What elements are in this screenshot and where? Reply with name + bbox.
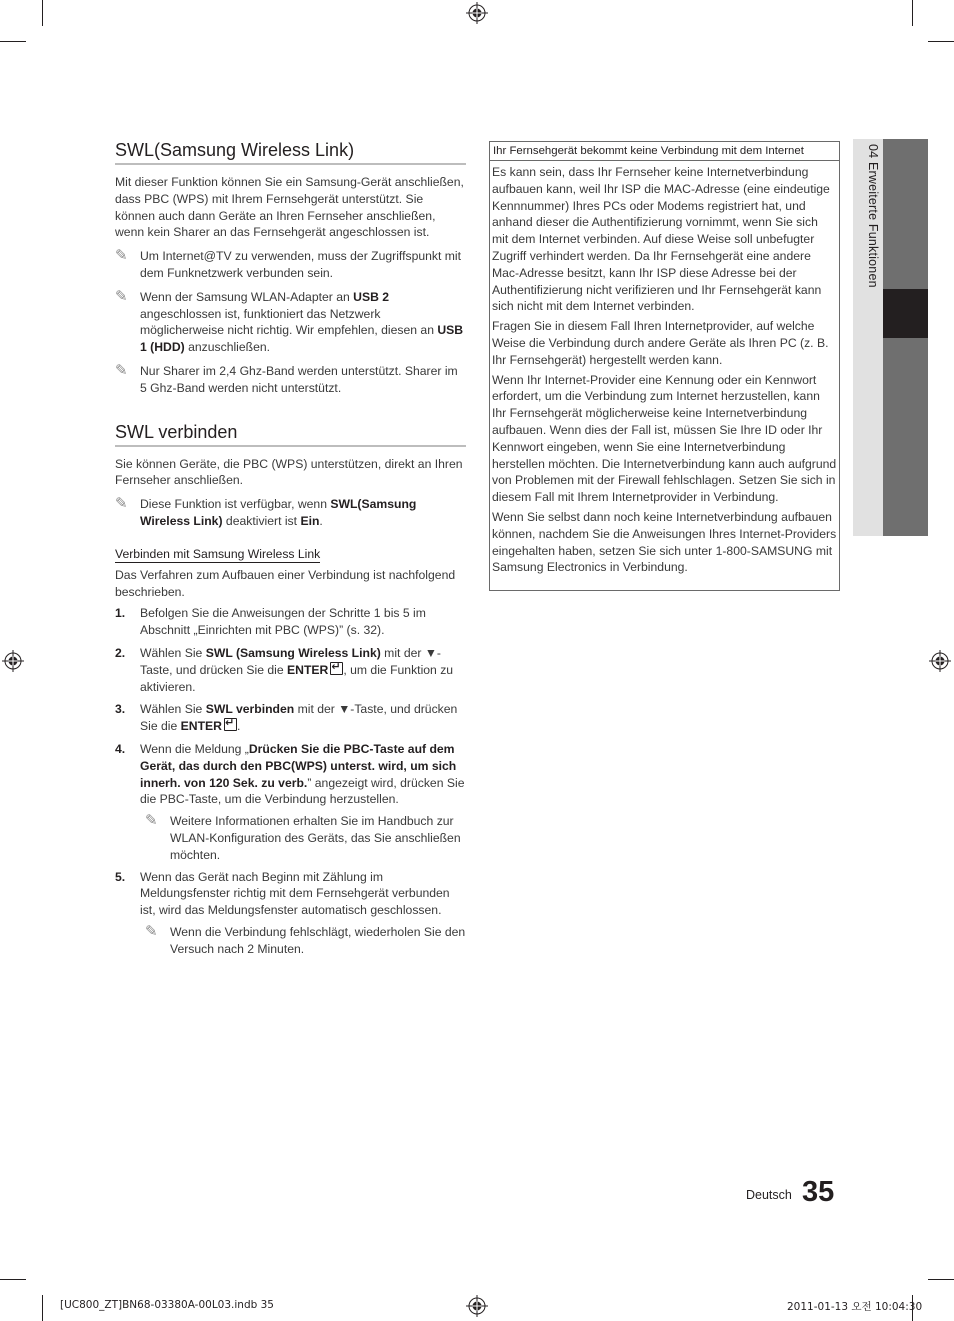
box-body xyxy=(490,161,839,576)
box-heading: Ihr Fernsehgerät bekommt keine Verbindung mit dem Internet xyxy=(490,142,839,161)
left-column xyxy=(115,139,466,957)
step-number: 2. xyxy=(115,645,126,660)
box-paragraph: Fragen Sie in diesem Fall Ihren Internetprovider, auf welche Weise die Verbindung durch andere Geräte als Ihren PC (z. B. Ihr Fernsehgerät) hergestellt werden kann. xyxy=(492,319,829,367)
step-item: 4. Wenn die Meldung „Drücken Sie die PBC-Taste auf dem Gerät, das durch den PBC(WPS) unterst. wird, um sich innerh. von 120 Sek. zu verb.” angezeigt wird, drücken Sie die PBC-Taste, um die Verbindung herzustellen. xyxy=(115,741,465,807)
step-number: 1. xyxy=(115,606,126,621)
box-paragraph: Wenn Sie selbst dann noch keine Internetverbindung aufbauen können, nachdem Sie die Anweisungen Ihres Internet-Providers eingehalten haben, setzen Sie sich unter 1-800-SAMSUNG mit Samsung Electronics in Verbindung. xyxy=(492,509,837,575)
step-item: 3. Wählen Sie SWL verbinden mit der ▼-Taste, und drücken Sie die ENTER↵ . xyxy=(115,701,466,735)
chapter-tab-block xyxy=(883,338,928,536)
registration-mark-icon xyxy=(929,650,951,672)
enter-key-icon xyxy=(224,718,237,731)
step-item: 1. Befolgen Sie die Anweisungen der Schritte 1 bis 5 im Abschnitt „Einrichten mit PBC (WPS)” (s. 32). xyxy=(115,606,426,638)
section-intro: Sie können Geräte, die PBC (WPS) unterstützen, direkt an Ihren Fernseher anschließen. xyxy=(115,456,463,488)
step-item: 5. Wenn das Gerät nach Beginn mit Zählung im Meldungsfenster richtig mit dem Fernsehgerät verbunden ist, wird das Meldungsfenster automatisch geschlossen. xyxy=(115,869,450,918)
step-number: 4. xyxy=(115,741,126,756)
crop-mark xyxy=(42,0,43,26)
crop-mark xyxy=(912,0,913,26)
registration-mark-icon xyxy=(466,2,488,24)
pencil-note-icon: ✎ xyxy=(115,495,128,513)
section-intro: Mit dieser Funktion können Sie ein Samsung-Gerät anschließen, dass PBC (WPS) mit Ihrem Fernsehgerät unterstützt. Sie können auch dann Geräte an Ihren Fernseher anschließen, wenn kein Sharer an das Fernsehgerät angeschlossen ist. xyxy=(115,175,464,240)
pencil-note-icon: ✎ xyxy=(145,812,158,830)
note: ✎ Wenn die Verbindung fehlschlägt, wiederholen Sie den Versuch nach 2 Minuten. xyxy=(145,922,466,956)
crop-mark xyxy=(0,1279,26,1280)
chapter-tab-block xyxy=(883,139,928,289)
step-item: 2. Wählen Sie SWL (Samsung Wireless Link) mit der ▼-Taste, und drücken Sie die ENTER↵ , um die Funktion zu aktivieren. xyxy=(115,645,466,695)
procedure-intro: Das Verfahren zum Aufbauen einer Verbindung ist nachfolgend beschrieben. xyxy=(115,567,456,599)
crop-mark xyxy=(928,41,954,42)
box-paragraph: Wenn Ihr Internet-Provider eine Kennung oder ein Kennwort erfordert, um die Verbindung zum Internet herzustellen, kann Ihr Fernsehgerät möglicherweise keine Internetverbindung aufbauen. Wenn dies der Fall ist, müssen Sie Ihre ID oder Ihr Kennwort eingeben, wenn Sie eine Internetverbindung herstellen möchten. Die Internetverbindung kann auch aufgrund von Problemen mit der Firewall fehlschlagen. Setzen Sie sich in diesem Fall mit Ihrem Internetprovider in Verbindung. xyxy=(492,372,837,505)
note: ✎ Diese Funktion ist verfügbar, wenn SWL(Samsung Wireless Link) deaktiviert ist Ein. xyxy=(115,495,417,528)
crop-mark xyxy=(0,41,26,42)
box-paragraph: Es kann sein, dass Ihr Fernseher keine Internetverbindung aufbauen kann, weil Ihr ISP die MAC-Adresse (eine eindeutige Kennnummer) Ihres PCs oder Modems registriert hat, und anhand dieser die Authentifizierung vornimmt, wenn Sie sich mit dem Internet verbinden. Auf diese Weise soll unbefugter Zugriff verhindert werden. Da Ihr Fernsehgerät eine andere Mac-Adresse besitzt, kann Ihr ISP diese Adresse bei der Authentifizierung nicht verifizieren und Ihr Fernsehgerät kann sich nicht mit dem Internet verbinden. xyxy=(492,165,830,314)
section-title: SWL verbinden xyxy=(115,421,466,447)
note: ✎ Weitere Informationen erhalten Sie im Handbuch zur WLAN-Konfiguration des Geräts, das Sie anschließen möchten. xyxy=(145,812,461,862)
registration-mark-icon xyxy=(2,650,24,672)
troubleshooting-box xyxy=(489,141,840,591)
pencil-note-icon: ✎ xyxy=(115,287,128,305)
crop-mark xyxy=(928,1279,954,1280)
print-slug-date: 2011-01-13 오전 10:04:30 xyxy=(787,1301,923,1313)
note: ✎ Um Internet@TV zu verwenden, muss der Zugriffspunkt mit dem Funknetzwerk verbunden sein. xyxy=(115,247,462,280)
registration-mark-icon xyxy=(466,1295,488,1317)
crop-mark xyxy=(42,1295,43,1321)
note: ✎ Wenn der Samsung WLAN-Adapter an USB 2 angeschlossen ist, funktioniert das Netzwerk möglicherweise nicht richtig. Wir empfehlen, diesen an USB 1 (HDD) anzuschließen. xyxy=(115,287,464,355)
subheading: Verbinden mit Samsung Wireless Link xyxy=(115,546,321,561)
chapter-tab-active-block xyxy=(883,289,928,338)
footer-language: Deutsch xyxy=(746,1188,792,1202)
section-title: SWL(Samsung Wireless Link) xyxy=(115,139,466,165)
print-slug-file: [UC800_ZT]BN68-03380A-00L03.indb 35 xyxy=(60,1299,274,1311)
step-number: 5. xyxy=(115,869,126,884)
pencil-note-icon: ✎ xyxy=(115,361,128,379)
chapter-label: 04 Erweiterte Funktionen xyxy=(866,144,880,288)
pencil-note-icon: ✎ xyxy=(145,922,158,940)
note: ✎ Nur Sharer im 2,4 Ghz-Band werden unterstützt. Sharer im 5 Ghz-Band werden nicht unterstützt. xyxy=(115,361,458,395)
page-number: 35 xyxy=(802,1176,835,1208)
step-number: 3. xyxy=(115,702,126,717)
pencil-note-icon: ✎ xyxy=(115,247,128,265)
enter-key-icon xyxy=(330,662,343,675)
